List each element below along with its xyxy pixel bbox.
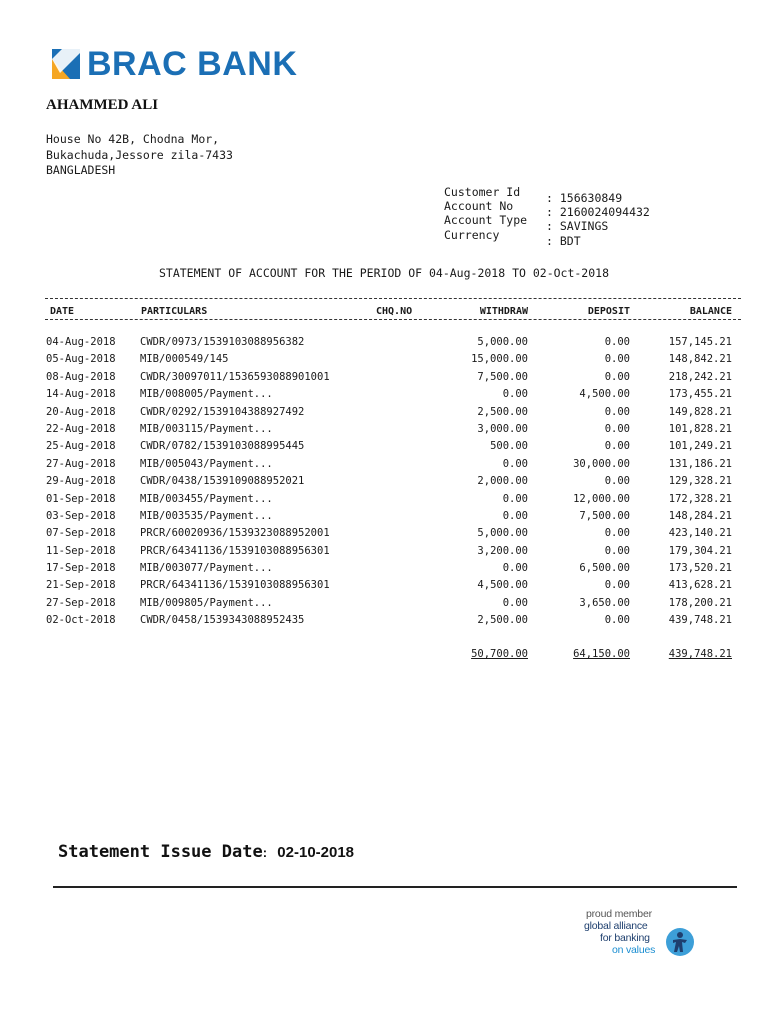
table-row [0,509,768,526]
table-row [0,474,768,491]
cell-withdraw: 0.00 [502,388,528,401]
cell-particulars: PRCR/64341136/1539103088956301 [140,579,330,592]
cell-particulars: CWDR/0292/1539104388927492 [140,405,305,418]
address-line: Bukachuda,Jessore zila-7433 [46,147,233,162]
cell-balance: 131,186.21 [668,457,732,470]
cell-balance: 173,455.21 [668,388,732,401]
account-no-value: : 2160024094432 [546,205,650,220]
cell-date: 07-Sep-2018 [46,527,116,540]
issue-date-value: 02-10-2018 [277,844,355,861]
cell-date: 25-Aug-2018 [46,440,116,453]
table-row [0,596,768,613]
table-row [0,352,768,369]
cell-balance: 148,842.21 [668,353,732,366]
globe-icon [664,926,696,958]
cell-withdraw: 0.00 [502,492,528,505]
table-row [0,422,768,439]
cell-date: 04-Aug-2018 [46,336,116,348]
table-row [0,613,768,630]
table-row [0,544,768,561]
cell-deposit: 0.00 [604,336,630,348]
cell-withdraw: 0.00 [502,509,528,522]
cell-withdraw: 7,500.00 [477,370,528,383]
cell-deposit: 0.00 [604,405,630,418]
cell-particulars: CWDR/0782/1539103088995445 [140,440,305,453]
cell-withdraw: 2,000.00 [477,475,528,488]
cell-particulars: PRCR/60020936/1539323088952001 [140,527,330,540]
cell-date: 17-Sep-2018 [46,562,116,575]
cell-withdraw: 5,000.00 [477,527,528,540]
cell-particulars: MIB/005043/Payment... [140,457,273,470]
currency-label: Currency [444,227,500,242]
cell-deposit: 4,500.00 [579,388,630,401]
cell-deposit: 30,000.00 [573,457,630,470]
col-header-deposit: DEPOSIT [587,306,630,317]
account-type-label: Account Type [444,213,528,228]
table-row [0,526,768,543]
cell-particulars: MIB/003535/Payment... [140,509,273,522]
cell-particulars: CWDR/0973/1539103088956382 [140,336,305,348]
bank-logo [52,46,297,82]
cell-deposit: 0.00 [604,422,630,435]
table-row [0,387,768,404]
badge-line: global alliance [584,920,648,932]
cell-date: 08-Aug-2018 [46,370,116,383]
gabv-member-badge [584,906,700,964]
cell-withdraw: 2,500.00 [477,405,528,418]
address-line: BANGLADESH [46,163,116,177]
cell-balance: 178,200.21 [668,596,732,609]
account-labels [444,185,544,242]
cell-balance: 149,828.21 [668,405,732,418]
cell-deposit: 0.00 [604,527,630,540]
cell-withdraw: 0.00 [502,596,528,609]
cell-date: 27-Sep-2018 [46,596,116,609]
account-no-label: Account No [444,199,514,214]
cell-balance: 173,520.21 [668,562,732,575]
cell-particulars: MIB/003115/Payment... [140,422,273,435]
footer-rule [53,886,737,888]
cell-balance: 423,140.21 [668,527,732,540]
currency-value: : BDT [546,233,581,248]
table-row [0,335,768,352]
table-row [0,578,768,595]
cell-date: 11-Sep-2018 [46,544,116,557]
cell-deposit: 6,500.00 [579,562,630,575]
table-row [0,457,768,474]
badge-line: on values [612,944,656,956]
cell-withdraw: 2,500.00 [477,614,528,627]
cell-balance: 101,249.21 [668,440,732,453]
header-top-rule [45,298,741,299]
cell-date: 21-Sep-2018 [46,579,116,592]
customer-name: AHAMMED ALI [46,97,159,113]
cell-balance: 129,328.21 [668,475,732,488]
total-withdraw: 50,700.00 [471,648,528,660]
table-row [0,492,768,509]
transaction-list [0,335,768,631]
account-values [546,191,686,248]
issue-date-label: Statement Issue Date [58,842,263,862]
cell-particulars: MIB/008005/Payment... [140,388,273,401]
cell-particulars: PRCR/64341136/1539103088956301 [140,544,330,557]
cell-balance: 172,328.21 [668,492,732,505]
customer-address [46,132,233,179]
cell-withdraw: 4,500.00 [477,579,528,592]
cell-balance: 218,242.21 [668,370,732,383]
col-header-balance: BALANCE [689,306,732,317]
cell-withdraw: 3,200.00 [477,544,528,557]
cell-withdraw: 0.00 [502,457,528,470]
cell-particulars: MIB/003455/Payment... [140,492,273,505]
cell-balance: 157,145.21 [668,336,732,348]
customer-id-value: : 156630849 [546,191,623,205]
cell-particulars: CWDR/30097011/1536593088901001 [140,370,330,383]
cell-deposit: 0.00 [604,370,630,383]
cell-balance: 413,628.21 [668,579,732,592]
brac-logo-mark-icon [52,49,80,79]
customer-id-label: Customer Id [444,185,521,199]
cell-date: 05-Aug-2018 [46,353,116,366]
bank-name: BRAC BANK [87,45,298,83]
cell-deposit: 0.00 [604,353,630,366]
cell-date: 02-Oct-2018 [46,614,116,627]
cell-deposit: 3,650.00 [579,596,630,609]
cell-date: 22-Aug-2018 [46,422,116,435]
cell-balance: 179,304.21 [668,544,732,557]
table-row [0,561,768,578]
cell-withdraw: 15,000.00 [471,353,528,366]
cell-deposit: 7,500.00 [579,509,630,522]
statement-period-title: STATEMENT OF ACCOUNT FOR THE PERIOD OF 04-Aug-2018 TO 02-Oct-2018 [158,266,610,280]
cell-deposit: 0.00 [604,614,630,627]
table-row [0,439,768,456]
cell-particulars: CWDR/0438/1539109088952021 [140,475,305,488]
cell-withdraw: 3,000.00 [477,422,528,435]
cell-deposit: 0.00 [604,475,630,488]
cell-balance: 101,828.21 [668,422,732,435]
cell-particulars: CWDR/0458/1539343088952435 [140,614,305,627]
col-header-date: DATE [50,306,75,317]
issue-date-colon: : [262,845,268,860]
total-deposit: 64,150.00 [573,648,630,660]
total-balance: 439,748.21 [668,648,732,660]
cell-date: 01-Sep-2018 [46,492,116,505]
address-line: House No 42B, Chodna Mor, [46,132,220,146]
cell-particulars: MIB/003077/Payment... [140,562,273,575]
cell-withdraw: 500.00 [490,440,528,453]
cell-balance: 148,284.21 [668,509,732,522]
cell-date: 14-Aug-2018 [46,388,116,401]
cell-deposit: 0.00 [604,544,630,557]
badge-line: for banking [600,932,650,944]
header-bottom-rule [45,319,741,320]
table-row [0,370,768,387]
cell-balance: 439,748.21 [668,614,732,627]
statement-issue-date [58,842,354,862]
cell-deposit: 0.00 [604,579,630,592]
cell-deposit: 0.00 [604,440,630,453]
cell-withdraw: 5,000.00 [477,336,528,348]
cell-particulars: MIB/000549/145 [140,353,229,366]
table-row [0,405,768,422]
cell-date: 03-Sep-2018 [46,509,116,522]
cell-date: 20-Aug-2018 [46,405,116,418]
col-header-withdraw: WITHDRAW [479,306,528,317]
col-header-chq: CHQ.NO [376,306,413,317]
col-header-particulars: PARTICULARS [141,306,208,317]
cell-deposit: 12,000.00 [573,492,630,505]
badge-line: proud member [586,908,652,920]
cell-date: 29-Aug-2018 [46,475,116,488]
cell-particulars: MIB/009805/Payment... [140,596,273,609]
cell-date: 27-Aug-2018 [46,457,116,470]
cell-withdraw: 0.00 [502,562,528,575]
account-type-value: : SAVINGS [546,219,609,234]
